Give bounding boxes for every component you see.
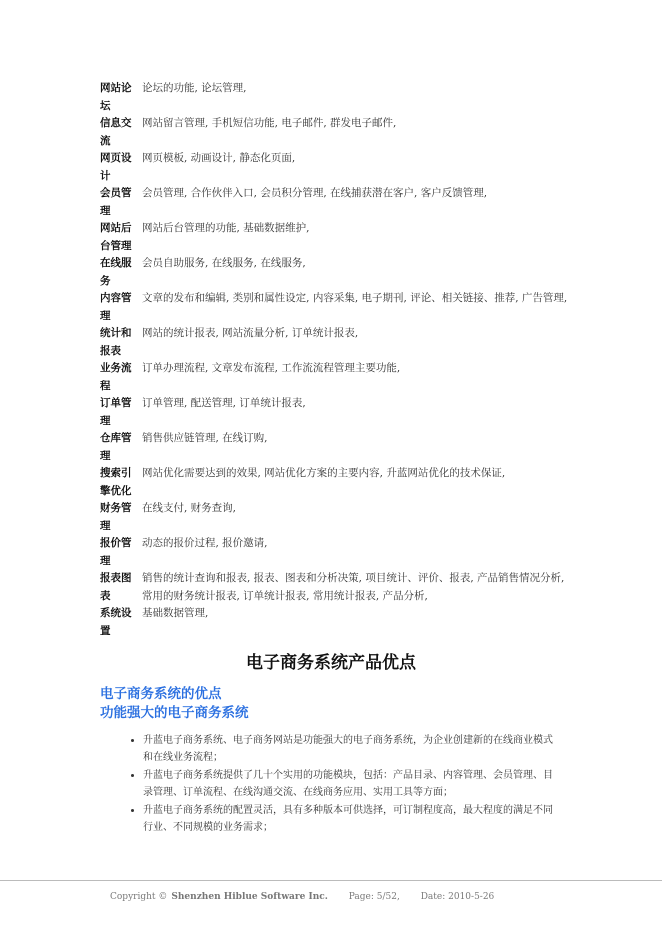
module-name: 财务管理 xyxy=(100,502,132,532)
module-name: 网站后台管理 xyxy=(100,222,132,252)
module-name: 报表图表 xyxy=(100,572,132,602)
list-item: • 升蓝电子商务系统、电子商务网站是功能强大的电子商务系统，为企业创建新的在线商业模式和在线业务流程； xyxy=(143,733,562,766)
table-row xyxy=(100,535,570,570)
page-number: Page: 5/52, xyxy=(348,892,400,902)
page-footer xyxy=(110,892,512,902)
module-name: 网页设计 xyxy=(100,152,132,182)
module-name: 信息交流 xyxy=(100,117,132,147)
advantages-list xyxy=(100,733,562,838)
module-description: 文章的发布和编辑, 类别和属性设定, 内容采集, 电子期刊, 评论、相关链接、推荐, 广告管理, xyxy=(142,292,568,304)
footer-date: Date: 2010-5-26 xyxy=(420,892,495,902)
table-row xyxy=(100,395,570,430)
copyright-text: Copyright © Shenzhen Hiblue Software Inc. xyxy=(110,892,328,902)
module-description: 在线支付, 财务查询, xyxy=(142,502,237,514)
table-row xyxy=(100,430,570,465)
module-name: 会员管理 xyxy=(100,187,132,217)
feature-table xyxy=(100,80,570,640)
module-description: 订单办理流程, 文章发布流程, 工作流流程管理主要功能, xyxy=(142,362,401,374)
subheading-powerful-system: 功能强大的电子商务系统 xyxy=(100,705,249,721)
feature-rows xyxy=(100,80,570,640)
module-name: 系统设置 xyxy=(100,607,132,637)
module-description: 会员自助服务, 在线服务, 在线服务, xyxy=(142,257,306,269)
module-description: 网站的统计报表, 网站流量分析, 订单统计报表, xyxy=(142,327,359,339)
module-description: 论坛的功能, 论坛管理, xyxy=(142,82,247,94)
module-description: 网页模板, 动画设计, 静态化页面, xyxy=(142,152,296,164)
footer-divider xyxy=(0,880,662,881)
table-row xyxy=(100,150,570,185)
table-row xyxy=(100,290,570,325)
module-name: 在线服务 xyxy=(100,257,132,287)
section-title: 电子商务系统产品优点 xyxy=(246,653,416,673)
module-description: 销售供应链管理, 在线订购, xyxy=(142,432,268,444)
module-name: 统计和报表 xyxy=(100,327,132,357)
module-description: 网站优化需要达到的效果, 网站优化方案的主要内容, 升蓝网站优化的技术保证, xyxy=(142,467,506,479)
module-description: 订单管理, 配送管理, 订单统计报表, xyxy=(142,397,306,409)
subheading-advantages: 电子商务系统的优点 xyxy=(100,686,222,702)
table-row xyxy=(100,115,570,150)
list-item: • 升蓝电子商务系统的配置灵活，具有多种版本可供选择，可订制程度高，最大程度的满足不同行业、不同规模的业务需求； xyxy=(143,803,562,836)
table-row xyxy=(100,185,570,220)
table-row xyxy=(100,325,570,360)
module-description: 网站留言管理, 手机短信功能, 电子邮件, 群发电子邮件, xyxy=(142,117,397,129)
module-name: 内容管理 xyxy=(100,292,132,322)
module-description: 网站后台管理的功能, 基础数据维护, xyxy=(142,222,310,234)
table-row xyxy=(100,465,570,500)
module-description: 销售的统计查询和报表, 报表、图表和分析决策, 项目统计、评价、报表, 产品销售情况分析, 常用的财务统计报表, 订单统计报表, 常用统计报表, 产品分析, xyxy=(142,572,565,602)
table-row xyxy=(100,80,570,115)
module-description: 动态的报价过程, 报价邀请, xyxy=(142,537,268,549)
table-row xyxy=(100,500,570,535)
table-row xyxy=(100,360,570,395)
module-description: 基础数据管理, xyxy=(142,607,209,619)
table-row xyxy=(100,255,570,290)
module-description: 会员管理, 合作伙伴入口, 会员积分管理, 在线捕获潜在客户, 客户反馈管理, xyxy=(142,187,488,199)
table-row xyxy=(100,220,570,255)
module-name: 仓库管理 xyxy=(100,432,132,462)
module-name: 报价管理 xyxy=(100,537,132,567)
module-name: 订单管理 xyxy=(100,397,132,427)
table-row xyxy=(100,605,570,640)
module-name: 网站论坛 xyxy=(100,82,132,112)
module-name: 业务流程 xyxy=(100,362,132,392)
module-name: 搜索引擎优化 xyxy=(100,467,132,497)
table-row xyxy=(100,570,570,605)
list-item: • 升蓝电子商务系统提供了几十个实用的功能模块，包括：产品目录、内容管理、会员管理、目录管理、订单流程、在线沟通交流、在线商务应用、实用工具等方面； xyxy=(143,768,562,801)
